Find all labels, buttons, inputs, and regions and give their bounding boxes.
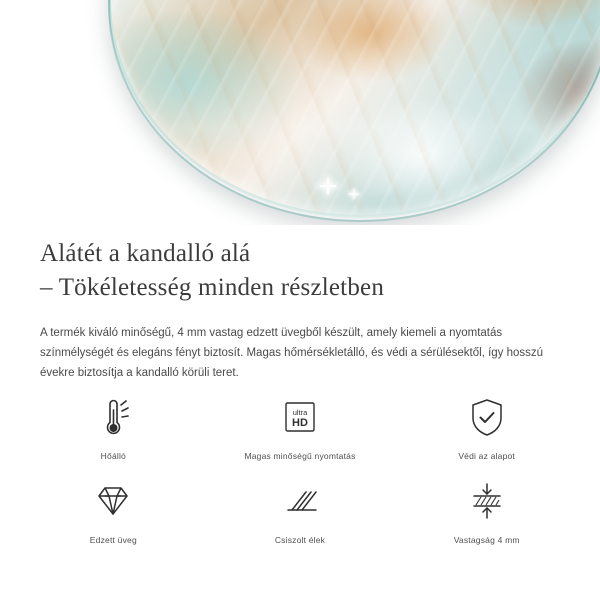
page-title [0, 225, 600, 305]
feature-label: Védi az alapot [458, 451, 515, 461]
ultra-hd-icon [273, 393, 327, 443]
feature-label: Edzett üveg [89, 535, 137, 545]
headline-line-2: – Tökéletesség minden részletben [40, 274, 385, 301]
feature-item-thickness [393, 477, 580, 545]
feature-item-print-quality [207, 393, 394, 461]
product-text-block [0, 225, 600, 383]
diamond-icon [86, 477, 140, 527]
polished-edges-icon [273, 477, 327, 527]
shield-check-icon [460, 393, 514, 443]
feature-label: Magas minőségű nyomtatás [244, 451, 356, 461]
headline-line-1: Alátét a kandalló alá [40, 240, 251, 267]
feature-item-tempered-glass [20, 477, 207, 545]
feature-item-heat-resistant [20, 393, 207, 461]
feature-grid [0, 393, 600, 545]
feature-label: Hőálló [100, 451, 126, 461]
thermometer-icon [86, 393, 140, 443]
svg-text:ultra: ultra [292, 408, 308, 417]
feature-label: Vastagság 4 mm [453, 535, 520, 545]
feature-item-polished-edges [207, 477, 394, 545]
glass-sheen [108, 22, 600, 216]
thickness-icon [460, 477, 514, 527]
product-description: A termék kiváló minőségű, 4 mm vastag edzett üvegből készült, amely kiemeli a nyomtatás színmélységét és elegáns fényt biztosít. Magas hőmérsékletálló, és védi a sérülésektől, így hosszú évekre biztosítja a kandalló körüli teret. [40, 327, 544, 379]
feature-label: Csiszolt élek [274, 535, 326, 545]
glass-disc-image [108, 0, 600, 218]
feature-item-protects-base [393, 393, 580, 461]
svg-text:HD: HD [292, 417, 308, 429]
hero-image [0, 0, 600, 225]
